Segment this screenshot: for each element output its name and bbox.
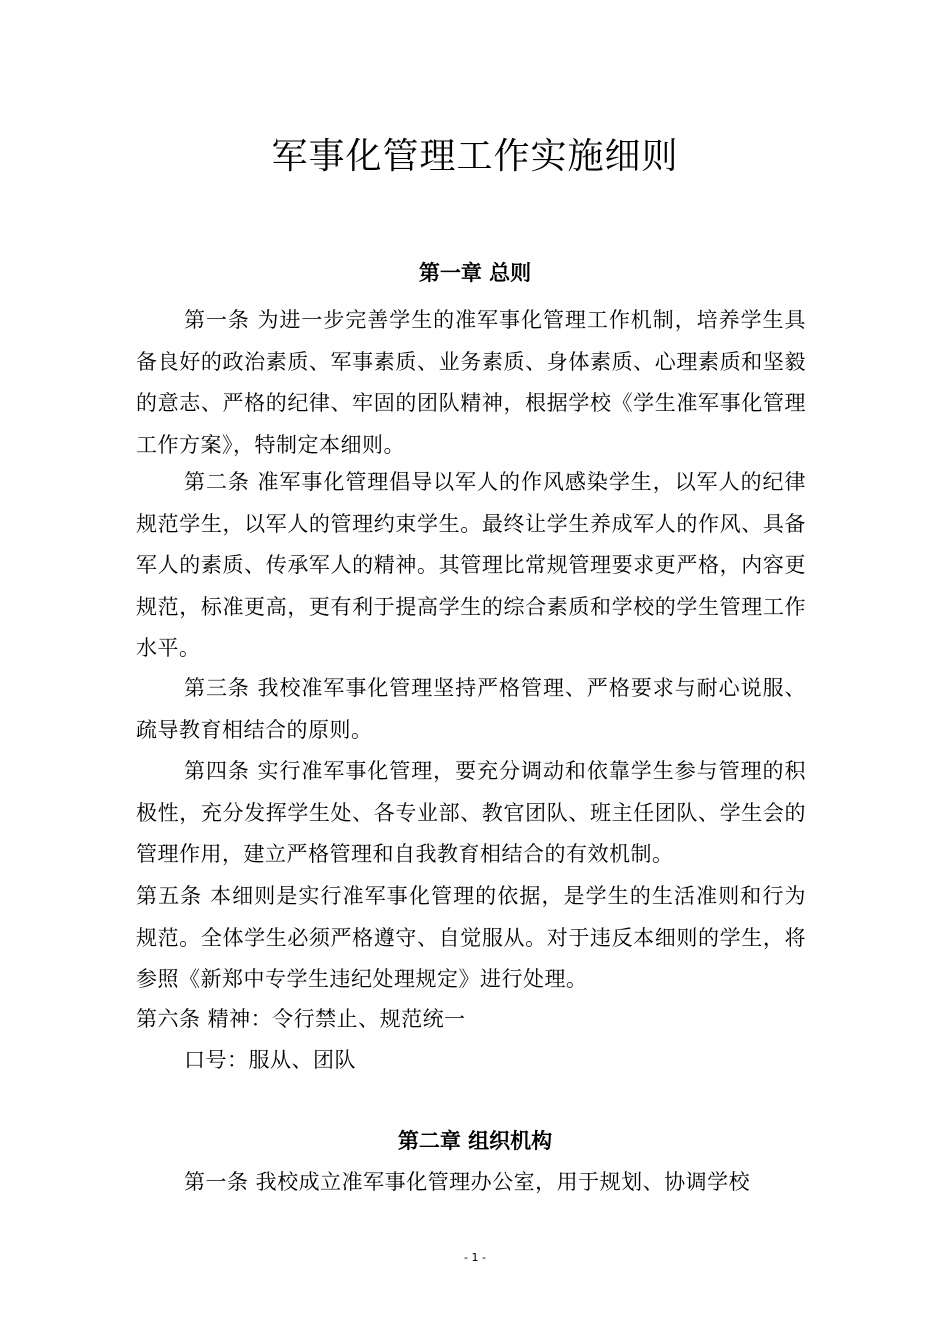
chapter-2-article-1-paragraph: 第一条 我校成立准军事化管理办公室，用于规划、协调学校 [184, 1170, 751, 1194]
page-number: - 1 - [464, 1251, 486, 1264]
article-3-paragraph: 第三条 我校准军事化管理坚持严格管理、严格要求与耐心说服、疏导教育相结合的原则。 [136, 676, 806, 742]
chapter-2-heading: 第二章 组织机构 [397, 1129, 553, 1153]
article-4-paragraph: 第四条 实行准军事化管理，要充分调动和依靠学生参与管理的积极性，充分发挥学生处、各专业部、教官团队、班主任团队、学生会的管理作用，建立严格管理和自我教育相结合的有效机制。 [136, 759, 806, 866]
article-2-paragraph: 第二条 准军事化管理倡导以军人的作风感染学生，以军人的纪律规范学生，以军人的管理约束学生。最终让学生养成军人的作风、具备军人的素质、传承军人的精神。其管理比常规管理要求更严格，内容更规范，标准更高，更有利于提高学生的综合素质和学校的学生管理工作水平。 [136, 470, 806, 660]
document-title: 军事化管理工作实施细则 [271, 136, 679, 177]
slogan-paragraph: 口号：服从、团队 [184, 1048, 356, 1072]
article-5-paragraph: 第五条 本细则是实行准军事化管理的依据，是学生的生活准则和行为规范。全体学生必须严格遵守、自觉服从。对于违反本细则的学生，将参照《新郑中专学生违纪处理规定》进行处理。 [136, 884, 806, 991]
article-6-paragraph: 第六条 精神：令行禁止、规范统一 [136, 1007, 466, 1031]
article-1-paragraph: 第一条 为进一步完善学生的准军事化管理工作机制，培养学生具备良好的政治素质、军事素质、业务素质、身体素质、心理素质和坚毅的意志、严格的纪律、牢固的团队精神，根据学校《学生准军事化管理工作方案》，特制定本细则。 [136, 308, 806, 457]
chapter-1-heading: 第一章 总则 [418, 261, 532, 285]
